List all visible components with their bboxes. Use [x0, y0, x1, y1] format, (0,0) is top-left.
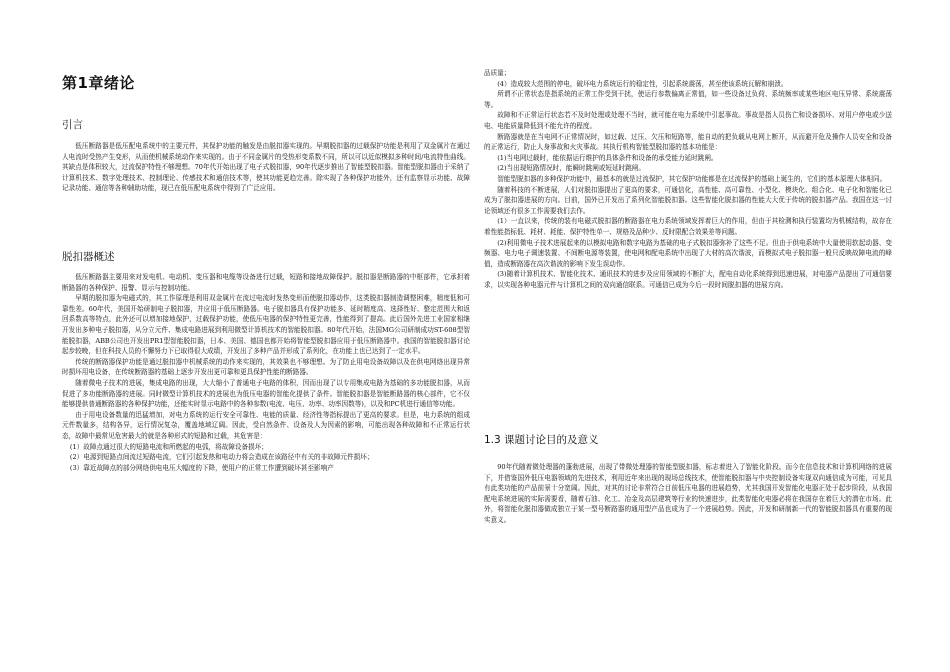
paragraph: 断路器就是在当电网不正常情况时，如过载、过压、欠压和短路等，能自动的把负载从电网上断开，从而避开危及操作人员安全和设备的正常运行，防止人身事故和火灾事故。其执行机构智能型脱扣器的基本功能是： — [484, 132, 892, 152]
paragraph: 低压断路器主要用来对发电机、电动机、变压器和电缆等设备进行过载，短路和接地故障保护。脱扣器是断路器的中枢部件，它承担着断路器的各种保护、报警、显示与控制功能。 — [62, 273, 470, 292]
list-item: (2）电源到短路点间流过短路电流，它们引起发热和电动力将会造成在该路径中有关的非故障元件损坏； — [69, 453, 374, 462]
overview-text — [62, 272, 470, 473]
paragraph: (1)当电网过载时，能依据运行维护的具体条件和设备的承受能力延时跳闸。 — [497, 153, 718, 162]
list-item: (3）靠近故障点的部分网络供电电压大幅度的下降，使用户的正常工作遭到破坏甚至影响产 — [69, 463, 334, 472]
paragraph: (3)随着计算机技术、智能化技术、通讯技术的进步及应用领域的不断扩大，配电自动化系统得到迅速进展，对电器产品提出了可通信要求，以实现各种电器元件与计算机之间的双向通信联系。可通信已成为今后一段时间脱扣器的进展方向。 — [484, 270, 892, 289]
paragraph: (4）造成较大范围的停电，破坏电力系统运行的稳定性，引起系统震荡，甚至使该系统瓦解和崩溃。 — [497, 79, 788, 88]
paragraph: 传统的断路器保护功能是通过脱扣器中机械系统的动作来实现的，其效果也不够理想。为了防止用电设备故障以及在供电网络出现异常时损坏用电设备，在传统断路器的基础上逐步开发出更可靠和更具保护性能的断路器。 — [62, 357, 470, 377]
chapter-title: 第1章绪论 — [62, 74, 135, 92]
intro-text — [62, 141, 470, 194]
paragraph: (2)当出现短路情况时，能瞬时跳闸或短延时跳闸。 — [497, 164, 645, 173]
paragraph: 故障和不正常运行状态若不及时处理或处理不当时，就可能在电力系统中引起事故。事故是指人员伤亡和设备损坏、对用户停电或少送电、电能质量降低到不能允许的程度。 — [484, 111, 892, 130]
section-heading-intro: 引言 — [62, 119, 83, 131]
list-item: (1）故障点通过很大的短路电流和所燃起的电弧，将故障设备损坏； — [69, 442, 268, 451]
continuation-text — [484, 68, 892, 290]
paragraph: 早期的脱扣器为电磁式的，其工作原理是利用双金属片在流过电流时发热变形而使脱扣器动作，这类脱扣器制造调整困难，精度低和可靠性差。60年代，美国开始研制电子脱扣器，并应用于低压断路器。电子脱扣器具有保护功能多、延时精度高、选择性好、整定范围大和返回系数高等特点，此外还可以增加接地保护，过载保护功能，使低压电器的保护特性更完善，性能得到了提高。此后国外先进工业国家相继开发出多种电子脱扣器，从分立元件、集成电路进展到利用微型计算机技术的智能脱扣器。80年代开始，法国MG公司研制成功ST-608型智能脱扣器，ABB公司也开发出PR1型智能脱扣器，日本、美国、德国也都开始将智能型脱扣器应用于低压断路器中。我国的智能脱扣器讨论起步较晚，但在科技人员的不懈努力下已取得很大成绩，开发出了多种产品并形成了系列化，在功能上也已达到了一定水平。 — [62, 294, 470, 356]
paragraph: 随着科技的不断进展，人们对脱扣器提出了更高的要求，可通信化，高性能、高可靠性、小型化、模块化、组合化、电子化和智能化已成为了脱扣器进展的方向。目前，国外已开发出了系列化智能脱扣器。这些智能化脱扣器的性能大大优于传统的脱扣器产品。我国在这一讨论领域还有很多工作需要我们去作。 — [484, 185, 892, 215]
paragraph: 随着微电子技术的进展，集成电路的出现，大大缩小了普通电子电路的体积，因而出现了以专用集成电路为基础的多功能脱扣器，从而促进了多功能断路器的进展。同时微型计算机技术的进展也为低压电器的智能化提供了条件。智能脱扣器是智能断路器的核心部件，它不仅能够提供普通断路器的各种保护功能，还能实时显示电路中的各种参数(电流、电压、功率、功率因数等)，以及和PC机进行通信等功能。 — [62, 378, 470, 409]
paragraph: (1）一直以来，传统的装有电磁式脱扣器的断路器在电力系统领域发挥着巨大的作用，但由于其检测和执行装置均为机械结构，故存在着性能指标低、耗材、耗能、保护特性单一、规格及品种少、反时限配合效果差等问题。 — [484, 217, 892, 236]
paragraph: 90年代随着微处理器的蓬勃进展，出现了带微处理器的智能型脱扣器，标志着进入了智能化阶段。而今在信息技术和计算机网络的进展下，并借鉴国外低压电器领域的先进技术，利用近年来出现的现场总线技术，使智能脱扣器与中央控制设备实现双向通信成为可能，可见具有此类功能的产品前景十分宽阔。因此，对其的讨论非常符合目前低压电器的进展趋势，尤其我国开发智能化电器正处于起步阶段，从我国配电系统进展的实际需要看，随着石油、化工、冶金及高层建筑等行业的快速进步，此类智能化电器必将在我国存在着巨大的潜在市场。此外，将智能化脱扣器做成独立于某一型号断路器的通用型产品也成为了一个进展趋势。因此，开发和研制新一代的智能脱扣器具有重要的现实意义。 — [484, 463, 892, 524]
paragraph: 低压断路器是低压配电系统中的主要元件，其保护功能的触发是由脱扣器实现的。早期脱扣器的过载保护功能是利用了双金属片在通过人电流时受热产生变形，从而使机械系统动作来实现的。由于不同金属片的受热形变系数不同，所以可以近似模拟多种时间/电流特性曲线。其缺点是体积较大，过流保护特性不够理想。70年代开始出现了电子式脱扣器，90年代逐步推出了智能型脱扣器。智能型脱扣器由于采纳了计算机技术、数字处理技术、控制理论、传感技术和通信技术等，使其功能更趋完善。除实现了各种保护功能外，还有监察显示功能、故障记录功能、通信等各种辅助功能，现已在低压配电系统中得到了广泛应用。 — [62, 142, 470, 193]
paragraph: 由于用电设备数量的迅猛增加，对电力系统的运行安全可靠性、电能的质量、经济性等指标提出了更高的要求。但是，电力系统的组成元件数量多，结构各异，运行情况复杂，覆盖地域辽阔。因此，受自然条件、设备及人为因素的影响，可能出现各种故障和不正常运行状态，故障中最常见危害最大的就是各种形式的短路和过载，其危害是： — [62, 410, 470, 440]
paragraph: 品质量； — [484, 69, 511, 77]
paragraph: 智能型脱扣器的多种保护功能中，最基本的就是过流保护，其它保护功能都是在过流保护的基础上诞生的，它们的基本原理大体相同。 — [497, 174, 887, 183]
purpose-text — [484, 462, 892, 526]
section-heading-overview: 脱扣器概述 — [62, 251, 115, 263]
paragraph: (2)利用微电子技术进展起来的以模拟电路和数字电路为基础的电子式脱扣器弥补了这些不足。但由于供电系统中大量使用软起动器、变频器、电力电子调速装置、不间断电源等装置，使电网和配电系统中出现了大材的高次谐波，而模拟式电子脱扣器一般只反映故障电流的峰值，造成断路器在高次谐波的影响下发生误动作。 — [484, 238, 892, 268]
section-heading-purpose: 1.3 课题讨论目的及意义 — [484, 434, 599, 446]
paragraph: 所谓不正常状态是指系统的正常工作受到干扰，使运行参数偏离正常值，如一些设备过负荷、系统频率或某些地区电压异常、系统震荡等。 — [484, 90, 892, 109]
